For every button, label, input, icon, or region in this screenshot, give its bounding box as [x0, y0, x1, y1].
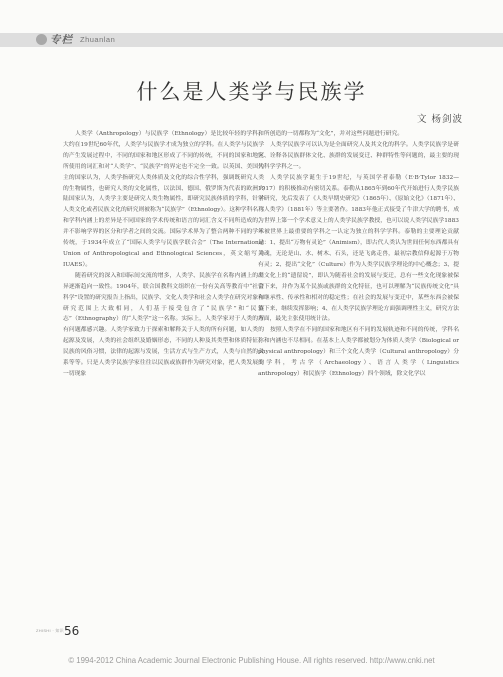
article-title: 什么是人类学与民族学: [136, 80, 367, 104]
column-marker-icon: [36, 34, 47, 45]
page-number: 56: [64, 624, 80, 638]
body-paragraph: 按照人类学在不同的国家和地区有不同的发展轨迹和不同的传统，学科名称和内涵也不尽相同。在基本上人类学都被划分为体质人类学（Biological or physical anthropology）和三个文化人类学（Cultural anthropology）分支学科，考古学（Archaeology）、语言人类学（Linguistics anthropology）和民族学（Ethnology）四个领域，除文化学以: [258, 327, 459, 377]
column-name-english: Zhuanlan: [80, 35, 116, 44]
body-paragraph: 人类学（Anthropology）与民族学（Ethnology）是比较年轻的学科，大约在19世纪60年代，人类学与民族学才成为独立的学科。在人类学与民族学的产生发展过程中，不同的国家和地区形成了不同的传统，不同的国家和地区所使用的词汇和对“人类学”、“民族学”的界定也不完全一致。以英国、美国为主的国家认为，人类学指研究人类体质及文化的综合性学科，强调既研究人类的生物属性，也研究人类的文化属性，以法国、德国、俄罗斯为代表的欧洲大陆国家认为，人类学主要是研究人类生物属性，即研究民族体质的学科，针对人类文化或者民族文化的研究则被称为“民族学”（Ethnology）。这种学科名称和学科内涵上的差异是不同国家的学术传统和语言的词汇含义不同所造成的，并不影响学界的区分和学者之间的交流。国际学术界为了整合两种不同的学术传统，于1934年成立了“国际人类学与民族学联合会”（The International Union of Anthropological and Ethnological Sciences，英文缩写为IUAES）。: [63, 131, 264, 268]
body-paragraph: 人类学民族学可以认为是全面研究人及其文化的科学。人类学民族学是研究、诠释各民族群体文化、族群的发展变迁、种群特性等问题的，最主要的现代科学学科之一。: [258, 141, 459, 170]
body-paragraph: 人类学民族学诞生于19世纪，与英国学者泰勒（E·B·Tylor 1832—1917）的积极推动有密切关系。泰勒从1865年到60年代开始进行人类学民族学研究，先后发表了《人类早期史研究》（1865年）、《原始文化》（1871年）、《人类学》（1881年）等主要著作。1883年他正式接受了牛津大学的聘书，成为世界上第一个学术意义上的人类学民族学教授，也可以说人类学民族学1883年被世界上最重要的学科之一认定为独立的科学学科。泰勒的主要理论贡献是：1、提出“万物有灵论”（Animism），即古代人类认为世间任何东西都具有灵魂，无论是山、水、树木、石头，还是飞禽走兽，最初宗教信仰起源于万物有灵；2、提出“文化”（Culture）作为人类学民族学理论的中心概念；3、提出文化上的“遗留说”，即认为随着社会的发展与变迁，总有一些文化现象被保留下来，并作为某个民族或族群的文化特征，也可以理解为“民族传统文化”具有继承性、传承性和相对的稳定性；在社会的发展与变迁中，某些东西会被保留下来，继续发挥影响；4、在人类学民族学理论方面强调理性主义，研究方法方面，最先主张使用统计法。: [258, 174, 459, 323]
journal-tag: ZHISHI · 知识: [36, 628, 64, 633]
body-paragraph: 随着研究的深入和国际间交流的增多，人类学、民族学在名称内涵上的差异逐渐趋向一致性。1904年，联合国教科文组织在一份有关高等教育中“社会科学”设置的研究报告上指出，民族学、文化人类学和社会人类学在研究对象和研究范围上大致相同，人们基于接受包含了“民族学”和“民族志”（Ethnography）的“人类学”这一名称。实际上，人类学家对于人类的所有问题都感兴趣。人类学家致力于探索和解释关于人类的所有问题，如人类的起源及发展，人类的社会组织及婚姻形态，不同的人种及其类型和体质特征，民族的风俗习惯，法律的起源与发展，生活方式与生产方式，人类与自然的关系等等。只是人类学民族学家往往以民族或族群作为研究对象，把人类发展的一切现象: [63, 272, 264, 377]
left-text-column: [63, 129, 264, 380]
column-name: 专栏: [50, 34, 73, 46]
copyright-footer: © 1994-2012 China Academic Journal Electronic Publishing House. All rights reserved. http://www.cnki.net: [68, 656, 435, 665]
right-text-column: [258, 129, 459, 380]
article-author: 文 杨剑波: [416, 114, 463, 125]
column-header-band: [0, 33, 503, 47]
body-paragraph: 和所创造的一切都称为“文化”，并对这些问题进行研究。: [258, 131, 404, 137]
